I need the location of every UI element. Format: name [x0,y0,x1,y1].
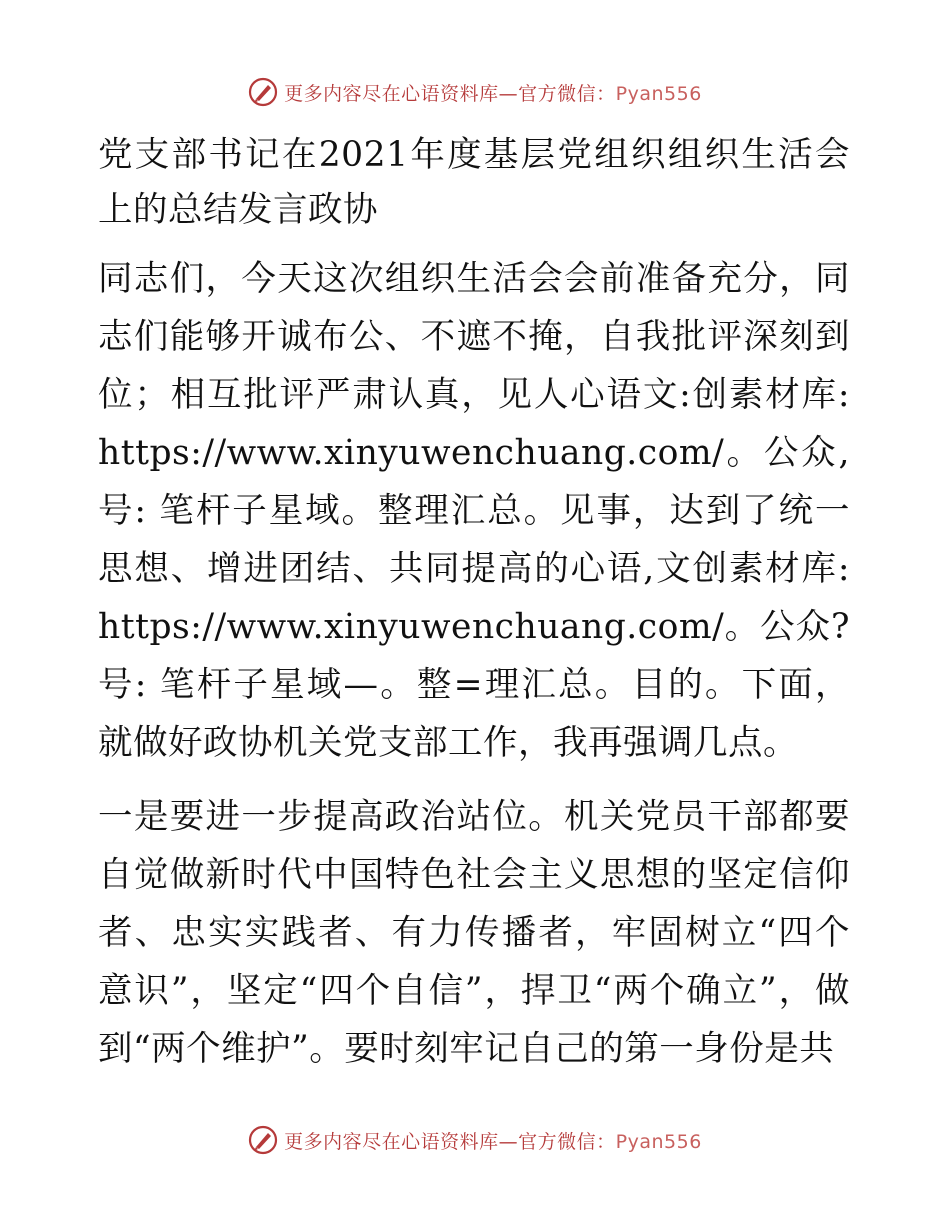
banner-label: 更多内容尽在心语资料库—官方微信： [284,1130,616,1153]
paragraph-2: 一是要进一步提高政治站位。机关党员干部都要自觉做新时代中国特色社会主义思想的坚定信仰者、忠实实践者、有力传播者，牢固树立“四个意识”，坚定“四个自信”，捍卫“两个确立”，做到“两个维护”。要时刻牢记自己的第一身份是共 [98,797,850,1069]
document-body [98,128,850,1094]
quill-logo-icon [248,1125,278,1155]
banner-text [284,1127,702,1154]
footer-watermark-banner [0,1120,950,1160]
banner-label: 更多内容尽在心语资料库—官方微信： [284,82,616,105]
header-watermark-banner [0,72,950,112]
quill-logo-icon [248,77,278,107]
wechat-id: Pyan556 [615,82,702,105]
banner-text [284,79,702,106]
paragraph-1: 同志们，今天这次组织生活会会前准备充分，同志们能够开诚布公、不遮不掩，自我批评深刻到位；相互批评严肃认真，见人心语文:创素材库: https://www.xinyuwenchuang.com/。公众,号: 笔杆子星域。整理汇总。见事，达到了统一思想、增进团结、共同提高的心语,文创素材库: https://www.xinyuwenchuang.com/。公众?号: 笔杆子星域—。整=理汇总。目的。下面，就做好政协机关党支部工作，我再强调几点。 [98,259,850,763]
wechat-id: Pyan556 [615,1130,702,1153]
document-title: 党支部书记在2021年度基层党组织组织生活会上的总结发言政协 [98,135,850,230]
